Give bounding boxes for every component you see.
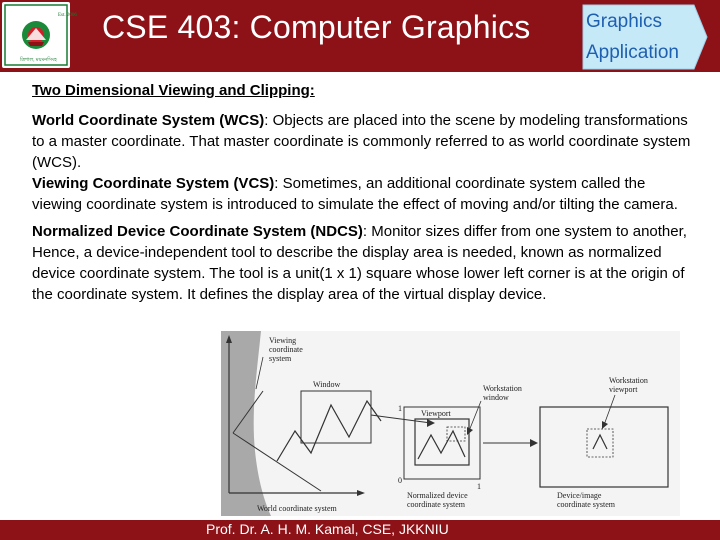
wcs-text: : Objects are placed into the scene by modeling transformations to a master coordinate. That master coordinate is commonly referred to as world coordinate system (WCS). [32,112,691,171]
vcs-term: Viewing Coordinate System (VCS) [32,175,275,192]
workstation-viewport-label: Workstation viewport [609,376,648,394]
window-label: Window [313,380,341,389]
viewing-pipeline-diagram [221,331,680,516]
viewing-coordinate-label: Viewing coordinate system [269,336,303,363]
footer-credit: Prof. Dr. A. H. M. Kamal, CSE, JKKNIU [206,521,449,537]
ndc-tick-one-y: 1 [398,404,402,413]
tag-line-2: Application [586,42,679,63]
ndcs-text: : Monitor sizes differ from one system to another, Hence, a device-independent tool to describe the display area is needed, known as normalized device coordinate system. The tool is a unit(1 x 1) square whose lower left corner is at the origin of the coordinate system. It defines the display area of the virtual display device. [32,223,687,303]
vcs-paragraph [32,173,692,215]
logo-lettering-bottom: ত্রিশাল, ময়মনসিংহ [20,58,57,63]
vcs-text: : Sometimes, an additional coordinate system called the viewing coordinate system is introduced to simulate the effect of moving and/or tilting the camera. [32,175,678,213]
section-title: Two Dimensional Viewing and Clipping: [32,82,315,99]
ndc-tick-one-x: 1 [477,482,481,491]
wcs-paragraph [32,110,692,173]
workstation-window-label: Workstation window [483,384,522,402]
viewport-label: Viewport [421,409,451,418]
university-logo [2,2,77,68]
slide-content [32,80,692,305]
ndcs-paragraph [32,221,692,305]
tag-line-1: Graphics [586,11,663,32]
graphics-application-tag [582,4,708,70]
world-coordinate-label: World coordinate system [257,504,337,513]
viewing-pipeline-figure [221,331,680,516]
header-bar [0,0,720,72]
slide-title: CSE 403: Computer Graphics [102,9,531,45]
device-coordinate-label: Device/image coordinate system [557,491,615,509]
tag-text [586,6,679,68]
normalized-device-label: Normalized device coordinate system [407,491,468,509]
logo-lettering-right: Est. 2006 [58,13,77,18]
footer-bar [0,520,720,540]
university-logo-graphic [2,2,77,68]
ndcs-term: Normalized Device Coordinate System (NDCS) [32,223,363,240]
ndc-tick-zero: 0 [398,476,402,485]
wcs-term: World Coordinate System (WCS) [32,112,265,129]
